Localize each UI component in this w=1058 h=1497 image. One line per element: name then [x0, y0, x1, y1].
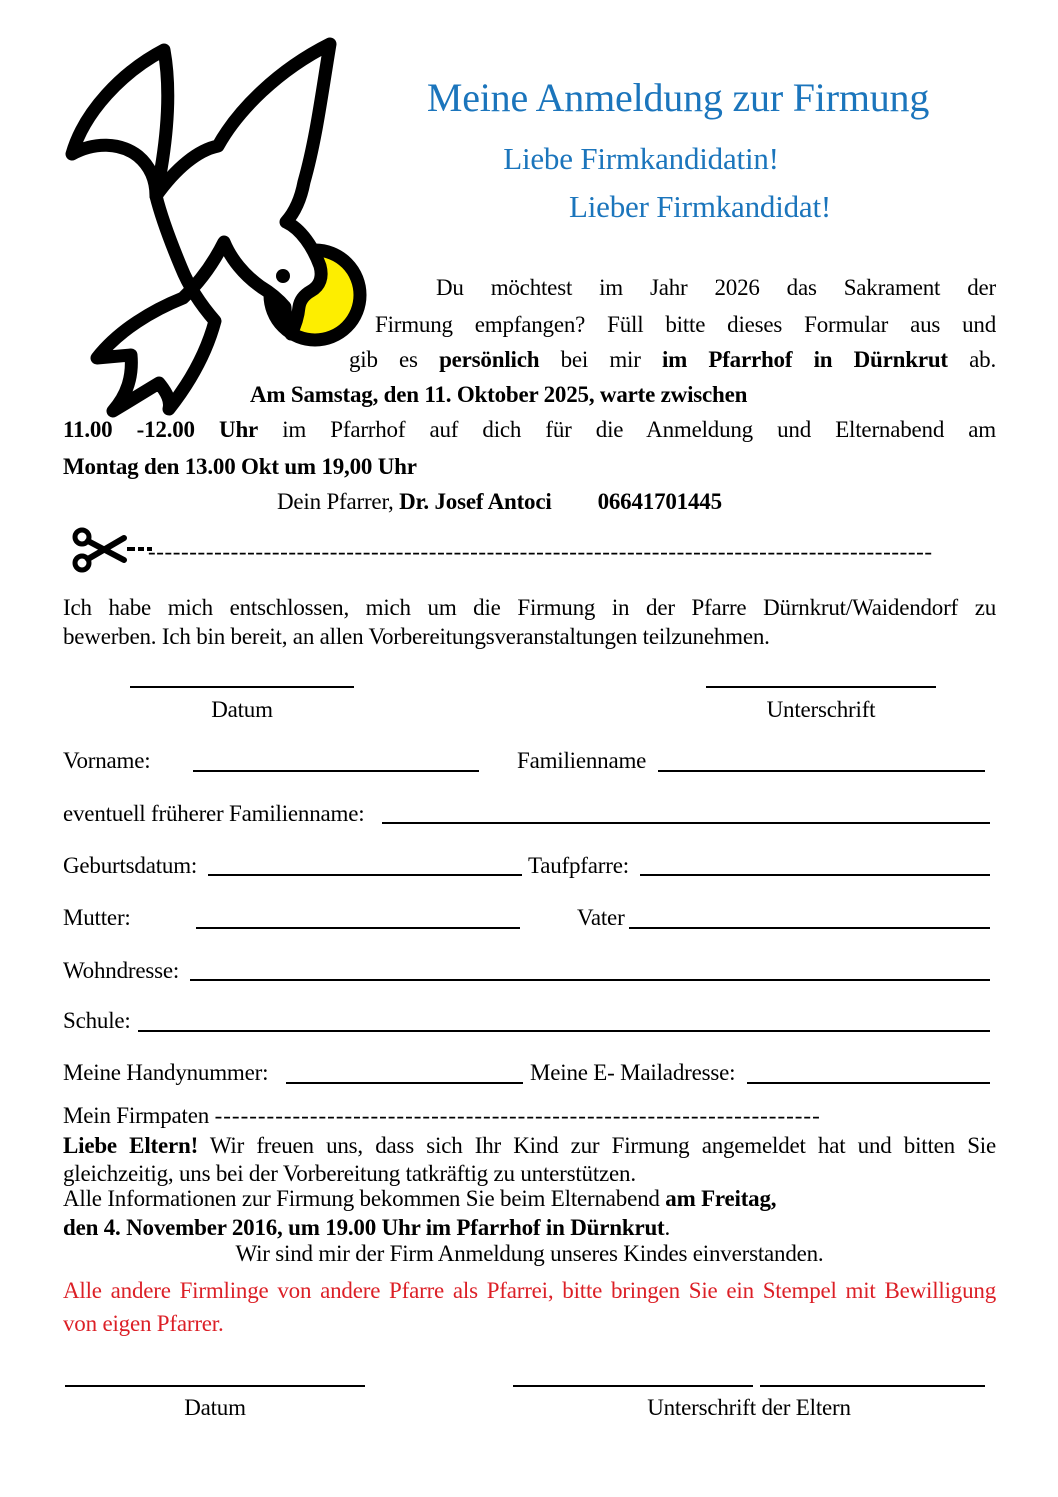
firmpate-label: Mein Firmpaten — [63, 1103, 215, 1128]
parents-line-3-bold: am Freitag, — [665, 1186, 777, 1211]
candidate-signature-line — [706, 686, 936, 688]
parents-line-1 — [63, 1132, 996, 1160]
familienname-label: Familienname — [517, 748, 647, 773]
vater-label: Vater — [577, 905, 625, 930]
subtitle-firmkandidatin: Liebe Firmkandidatin! — [503, 141, 779, 176]
candidate-date-label: Datum — [211, 697, 273, 722]
notice-line-1: Alle andere Firmlinge von andere Pfarre als Pfarrei, bitte bringen Sie ein Stempel mit Bewilligung — [63, 1278, 996, 1303]
parents-line-4-bold: den 4. November 2016, um 19.00 Uhr im Pfarrhof in Dürnkrut — [63, 1215, 665, 1240]
intro-line-3 — [349, 346, 996, 374]
intro-line-7 — [277, 488, 722, 516]
geburtsdatum-label: Geburtsdatum: — [63, 853, 198, 878]
taufpfarre-label: Taufpfarre: — [528, 853, 629, 878]
pfarrer-name: Dr. Josef Antoci — [399, 489, 552, 514]
subtitle-firmkandidat: Lieber Firmkandidat! — [569, 189, 831, 224]
scissors-icon — [72, 524, 152, 576]
parents-signature-line-1 — [513, 1385, 753, 1387]
email-label: Meine E- Mailadresse: — [530, 1060, 736, 1085]
parents-line-2: gleichzeitig, uns bei der Vorbereitung tatkräftig zu unterstützen. — [63, 1161, 636, 1186]
cut-dashed-line: ----------------------------------------------------------------------------------------------- — [148, 539, 933, 564]
intro-line-3-bold-1: persönlich — [439, 347, 540, 372]
candidate-signature-label: Unterschrift — [766, 697, 876, 722]
vorname-label: Vorname: — [63, 748, 151, 773]
pfarrer-phone: 06641701445 — [597, 489, 722, 514]
geburtsdatum-line — [208, 874, 522, 876]
mutter-line — [196, 927, 520, 929]
firmpate-dashes: ---------------------------------------------------------------------- — [214, 1103, 821, 1128]
intro-line-5-bold: 11.00 -12.00 Uhr — [63, 417, 259, 442]
vater-line — [629, 927, 990, 929]
notice-line-2: von eigen Pfarrer. — [63, 1311, 224, 1336]
frueherer-familienname-label: eventuell früherer Familienname: — [63, 801, 365, 826]
intro-line-5 — [63, 416, 996, 444]
mutter-label: Mutter: — [63, 905, 131, 930]
firmpate-row — [63, 1102, 821, 1130]
parents-date-label: Datum — [184, 1395, 246, 1420]
parents-date-line — [65, 1385, 365, 1387]
schule-label: Schule: — [63, 1008, 131, 1033]
vorname-line — [193, 770, 479, 772]
liebe-eltern-label: Liebe Eltern! — [63, 1133, 199, 1158]
parents-line-4-period: . — [664, 1215, 671, 1240]
candidate-date-line — [130, 686, 354, 688]
intro-line-2: Firmung empfangen? Füll bitte dieses Formular aus und — [375, 312, 996, 337]
handynummer-line — [286, 1082, 523, 1084]
intro-line-5-rest: im Pfarrhof auf dich für die Anmeldung und Elternabend am — [258, 417, 996, 442]
parents-signature-line-2 — [760, 1385, 985, 1387]
declaration-line-1: Ich habe mich entschlossen, mich um die Firmung in der Pfarre Dürnkrut/Waidendorf zu — [63, 595, 996, 620]
parents-line-3 — [63, 1185, 776, 1213]
schule-line — [138, 1030, 990, 1032]
intro-line-1: Du möchtest im Jahr 2026 das Sakrament der — [436, 275, 996, 300]
intro-line-3-post: ab. — [947, 347, 996, 372]
taufpfarre-line — [640, 874, 990, 876]
handynummer-label: Meine Handynummer: — [63, 1060, 269, 1085]
dove-eye — [276, 269, 290, 283]
declaration-line-2: bewerben. Ich bin bereit, an allen Vorbereitungsveranstaltungen teilzunehmen. — [63, 624, 770, 649]
frueherer-familienname-line — [382, 822, 990, 824]
wohnadresse-label: Wohndresse: — [63, 958, 180, 983]
familienname-line — [658, 770, 985, 772]
parents-line-1-rest: Wir freuen uns, dass sich Ihr Kind zur Firmung angemeldet hat und bitten Sie — [198, 1133, 996, 1158]
intro-line-3-mid: bei mir — [539, 347, 662, 372]
intro-line-4: Am Samstag, den 11. Oktober 2025, warte zwischen — [250, 382, 748, 407]
email-line — [747, 1082, 990, 1084]
consent-statement: Wir sind mir der Firm Anmeldung unseres Kindes einverstanden. — [235, 1241, 824, 1266]
wohnadresse-line — [190, 979, 990, 981]
intro-line-6: Montag den 13.00 Okt um 19,00 Uhr — [63, 454, 417, 479]
parents-signature-label: Unterschrift der Eltern — [647, 1395, 851, 1420]
dove-left-wing — [72, 50, 168, 196]
page-title: Meine Anmeldung zur Firmung — [426, 75, 930, 120]
intro-line-3-bold-2: im Pfarrhof in Dürnkrut — [661, 347, 948, 372]
parents-line-4 — [63, 1214, 670, 1242]
pfarrer-label: Dein Pfarrer, — [277, 489, 400, 514]
parents-line-3-pre: Alle Informationen zur Firmung bekommen Sie beim Elternabend — [63, 1186, 666, 1211]
intro-line-3-pre: gib es — [349, 347, 440, 372]
